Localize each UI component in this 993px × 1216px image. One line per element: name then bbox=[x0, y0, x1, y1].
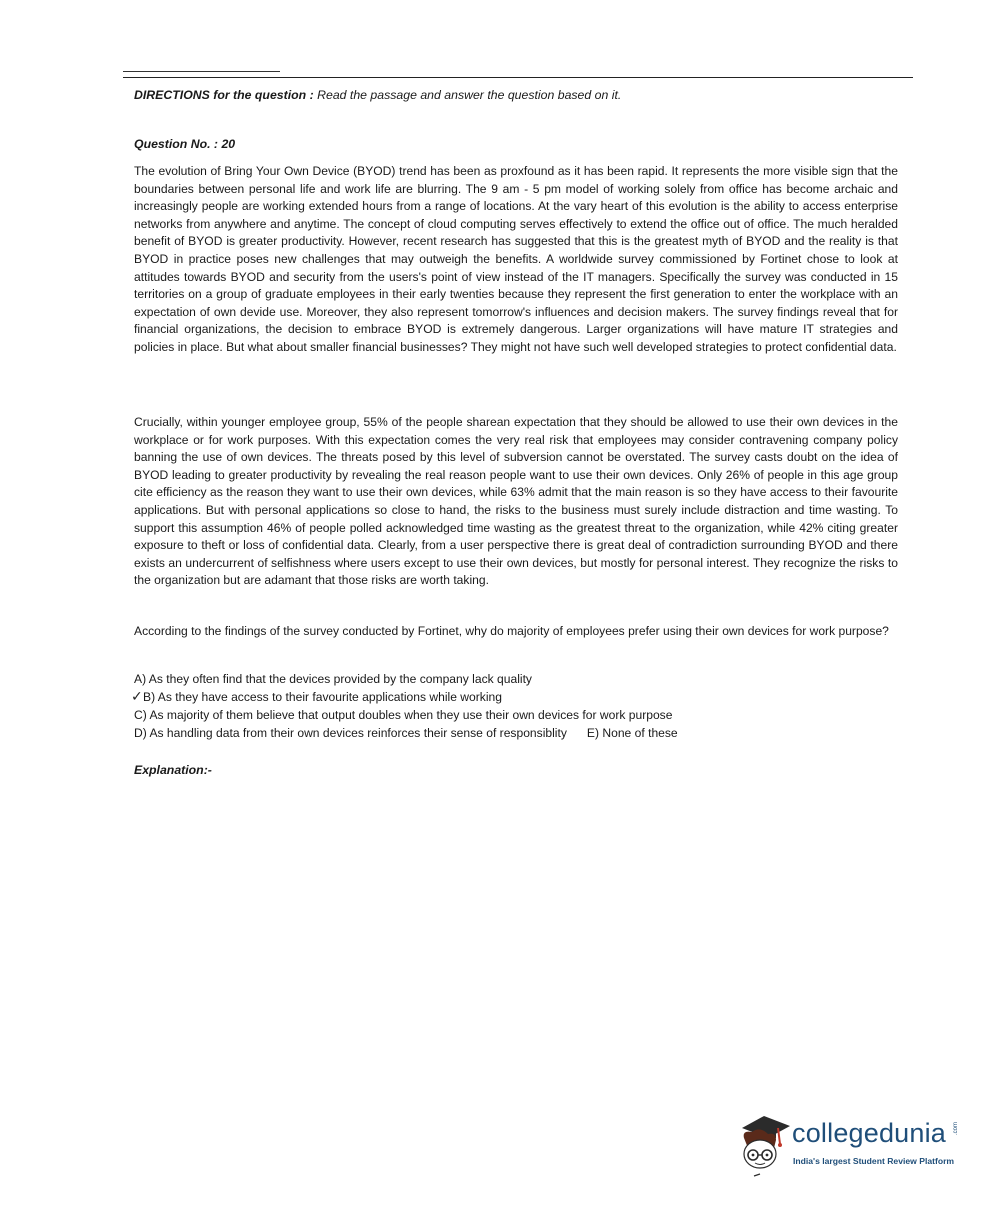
question-number: Question No. : 20 bbox=[134, 137, 236, 151]
option-d-row bbox=[134, 724, 678, 742]
header-rule bbox=[123, 77, 913, 78]
option-a: A) As they often find that the devices provided by the company lack quality bbox=[134, 672, 532, 686]
logo-name: collegedunia bbox=[792, 1118, 947, 1148]
logo-suffix: .com bbox=[953, 1122, 959, 1136]
collegedunia-logo bbox=[738, 1108, 968, 1188]
option-b-text: B) As they have access to their favourite applications while working bbox=[143, 690, 502, 704]
answer-options bbox=[131, 670, 678, 742]
mascot-icon bbox=[738, 1108, 794, 1183]
check-mark-icon: ✓ bbox=[131, 688, 143, 704]
passage-paragraph-2: Crucially, within younger employee group, 55% of the people sharean expectation that they should be allowed to use their own devices in the workplace or for work purposes. With this expectation comes the very real risk that employees may consider contravening company policy banning the use of own devices. The threats posed by this level of subversion cannot be overstated. The survey casts doubt on the idea of BYOD leading to greater productivity by revealing the real reason people want to use their own devices. Only 26% of people in this age group cite efficiency as the reason they want to use their own devices, while 63% admit that the main reason is so they have access to their favourite applications. But with personal applications so close to hand, the risks to the business must surely include distraction and time wasting. To support this assumption 46% of people polled acknowledged time wasting as the greatest threat to the organization, while 42% citing greater exposure to theft or loss of confidential data. Clearly, from a user perspective there is great deal of contradiction surrounding BYOD and there exists an undercurrent of selfishness where users except to use their own devices, but mostly for personal interest. They recognize the risks to the organization but are adamant that those risks are worth taking. bbox=[134, 415, 898, 588]
header-rule-short bbox=[123, 71, 280, 72]
question-prompt: According to the findings of the survey conducted by Fortinet, why do majority of employees prefer using their own devices for work purpose? bbox=[134, 624, 889, 638]
directions bbox=[134, 88, 621, 102]
option-c: C) As majority of them believe that output doubles when they use their own devices for work purpose bbox=[134, 708, 673, 722]
explanation-label: Explanation:- bbox=[134, 763, 212, 777]
option-d: D) As handling data from their own devices reinforces their sense of responsiblity bbox=[134, 726, 567, 740]
option-e: E) None of these bbox=[586, 726, 678, 740]
directions-label: DIRECTIONS for the question : bbox=[134, 88, 314, 102]
directions-text: Read the passage and answer the question based on it. bbox=[317, 88, 622, 102]
passage-paragraph-1: The evolution of Bring Your Own Device (BYOD) trend has been as proxfound as it has been rapid. It represents the more visible sign that the boundaries between personal life and work life are blurring. The 9 am - 5 pm model of working solely from office has become archaic and increasingly people are working extended hours from a range of locations. At the vary heart of this evolution is the ability to access enterprise networks from anywhere and anytime. The concept of cloud computing serves effectively to extend the office out of office. The much heralded benefit of BYOD is greater productivity. However, recent research has suggested that this is the greatest myth of BYOD and the reality is that BYOD in practice poses new challenges that may outweigh the benefits. A worldwide survey commissioned by Fortinet chose to look at attitudes towards BYOD and security from the users's point of view instead of the IT managers. Specifically the survey was conducted in 15 territories on a group of graduate employees in their early twenties because they represent the first generation to enter the workplace with an expectation of own devide use. Moreover, they also represent tomorrow's influences and decision makers. The survey findings reveal that for financial organizations, the decision to embrace BYOD is extremely dangerous. Larger organizations will have mature IT strategies and policies in place. But what about smaller financial businesses? They might not have such well developed strategies to protect confidential data. bbox=[134, 164, 898, 354]
logo-tagline: India's largest Student Review Platform bbox=[793, 1156, 955, 1166]
option-b bbox=[131, 688, 678, 706]
